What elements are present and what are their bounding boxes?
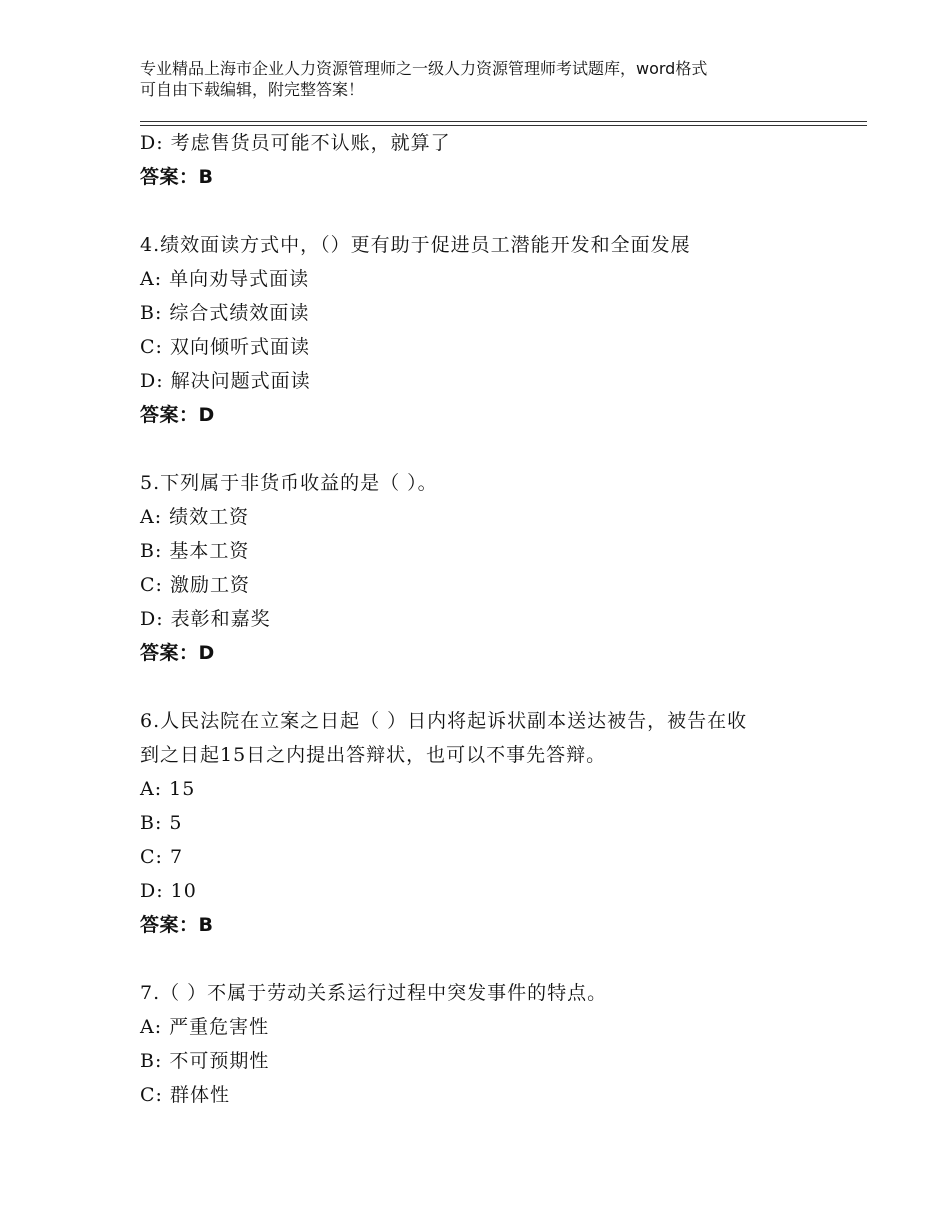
answer-line: 答案：B (140, 166, 214, 188)
option-line: D: 解决问题式面读 (140, 370, 311, 392)
question-stem-continued: 到之日起15日之内提出答辩状，也可以不事先答辩。 (140, 744, 607, 766)
option-line: A: 绩效工资 (140, 506, 250, 528)
spacer (140, 670, 840, 704)
question-stem: 4.绩效面读方式中，（）更有助于促进员工潜能开发和全面发展 (140, 234, 691, 256)
question-stem: 6.人民法院在立案之日起（ ）日内将起诉状副本送达被告，被告在收 (140, 710, 748, 732)
question-5 (140, 466, 840, 670)
option-line: A: 单向劝导式面读 (140, 268, 310, 290)
question-4 (140, 228, 840, 432)
answer-line: 答案：D (140, 642, 215, 664)
option-line: A: 严重危害性 (140, 1016, 270, 1038)
question-stem: 5.下列属于非货币收益的是（ ）。 (140, 472, 438, 494)
question-6 (140, 704, 840, 942)
answer-line: 答案：B (140, 914, 214, 936)
question-list (140, 126, 840, 1112)
option-line: D: 表彰和嘉奖 (140, 608, 271, 630)
option-line: D: 10 (140, 880, 197, 902)
header-line-1: 专业精品上海市企业人力资源管理师之一级人力资源管理师考试题库，word格式 (140, 59, 708, 78)
answer-line: 答案：D (140, 404, 215, 426)
spacer (140, 942, 840, 976)
question-7 (140, 976, 840, 1112)
spacer (140, 194, 840, 228)
option-line: B: 5 (140, 812, 183, 834)
document-header (140, 58, 840, 100)
option-line: B: 综合式绩效面读 (140, 302, 310, 324)
header-rule-top (140, 121, 867, 122)
spacer (140, 432, 840, 466)
option-line: C: 群体性 (140, 1084, 230, 1106)
option-line: B: 基本工资 (140, 540, 250, 562)
header-line-2: 可自由下载编辑，附完整答案！ (140, 80, 365, 99)
option-line: C: 双向倾听式面读 (140, 336, 310, 358)
option-line: B: 不可预期性 (140, 1050, 270, 1072)
question-stem: 7.（ ）不属于劳动关系运行过程中突发事件的特点。 (140, 982, 608, 1004)
option-line: C: 激励工资 (140, 574, 250, 596)
option-line: C: 7 (140, 846, 184, 868)
option-line: D: 考虑售货员可能不认账，就算了 (140, 132, 451, 154)
option-line: A: 15 (140, 778, 196, 800)
